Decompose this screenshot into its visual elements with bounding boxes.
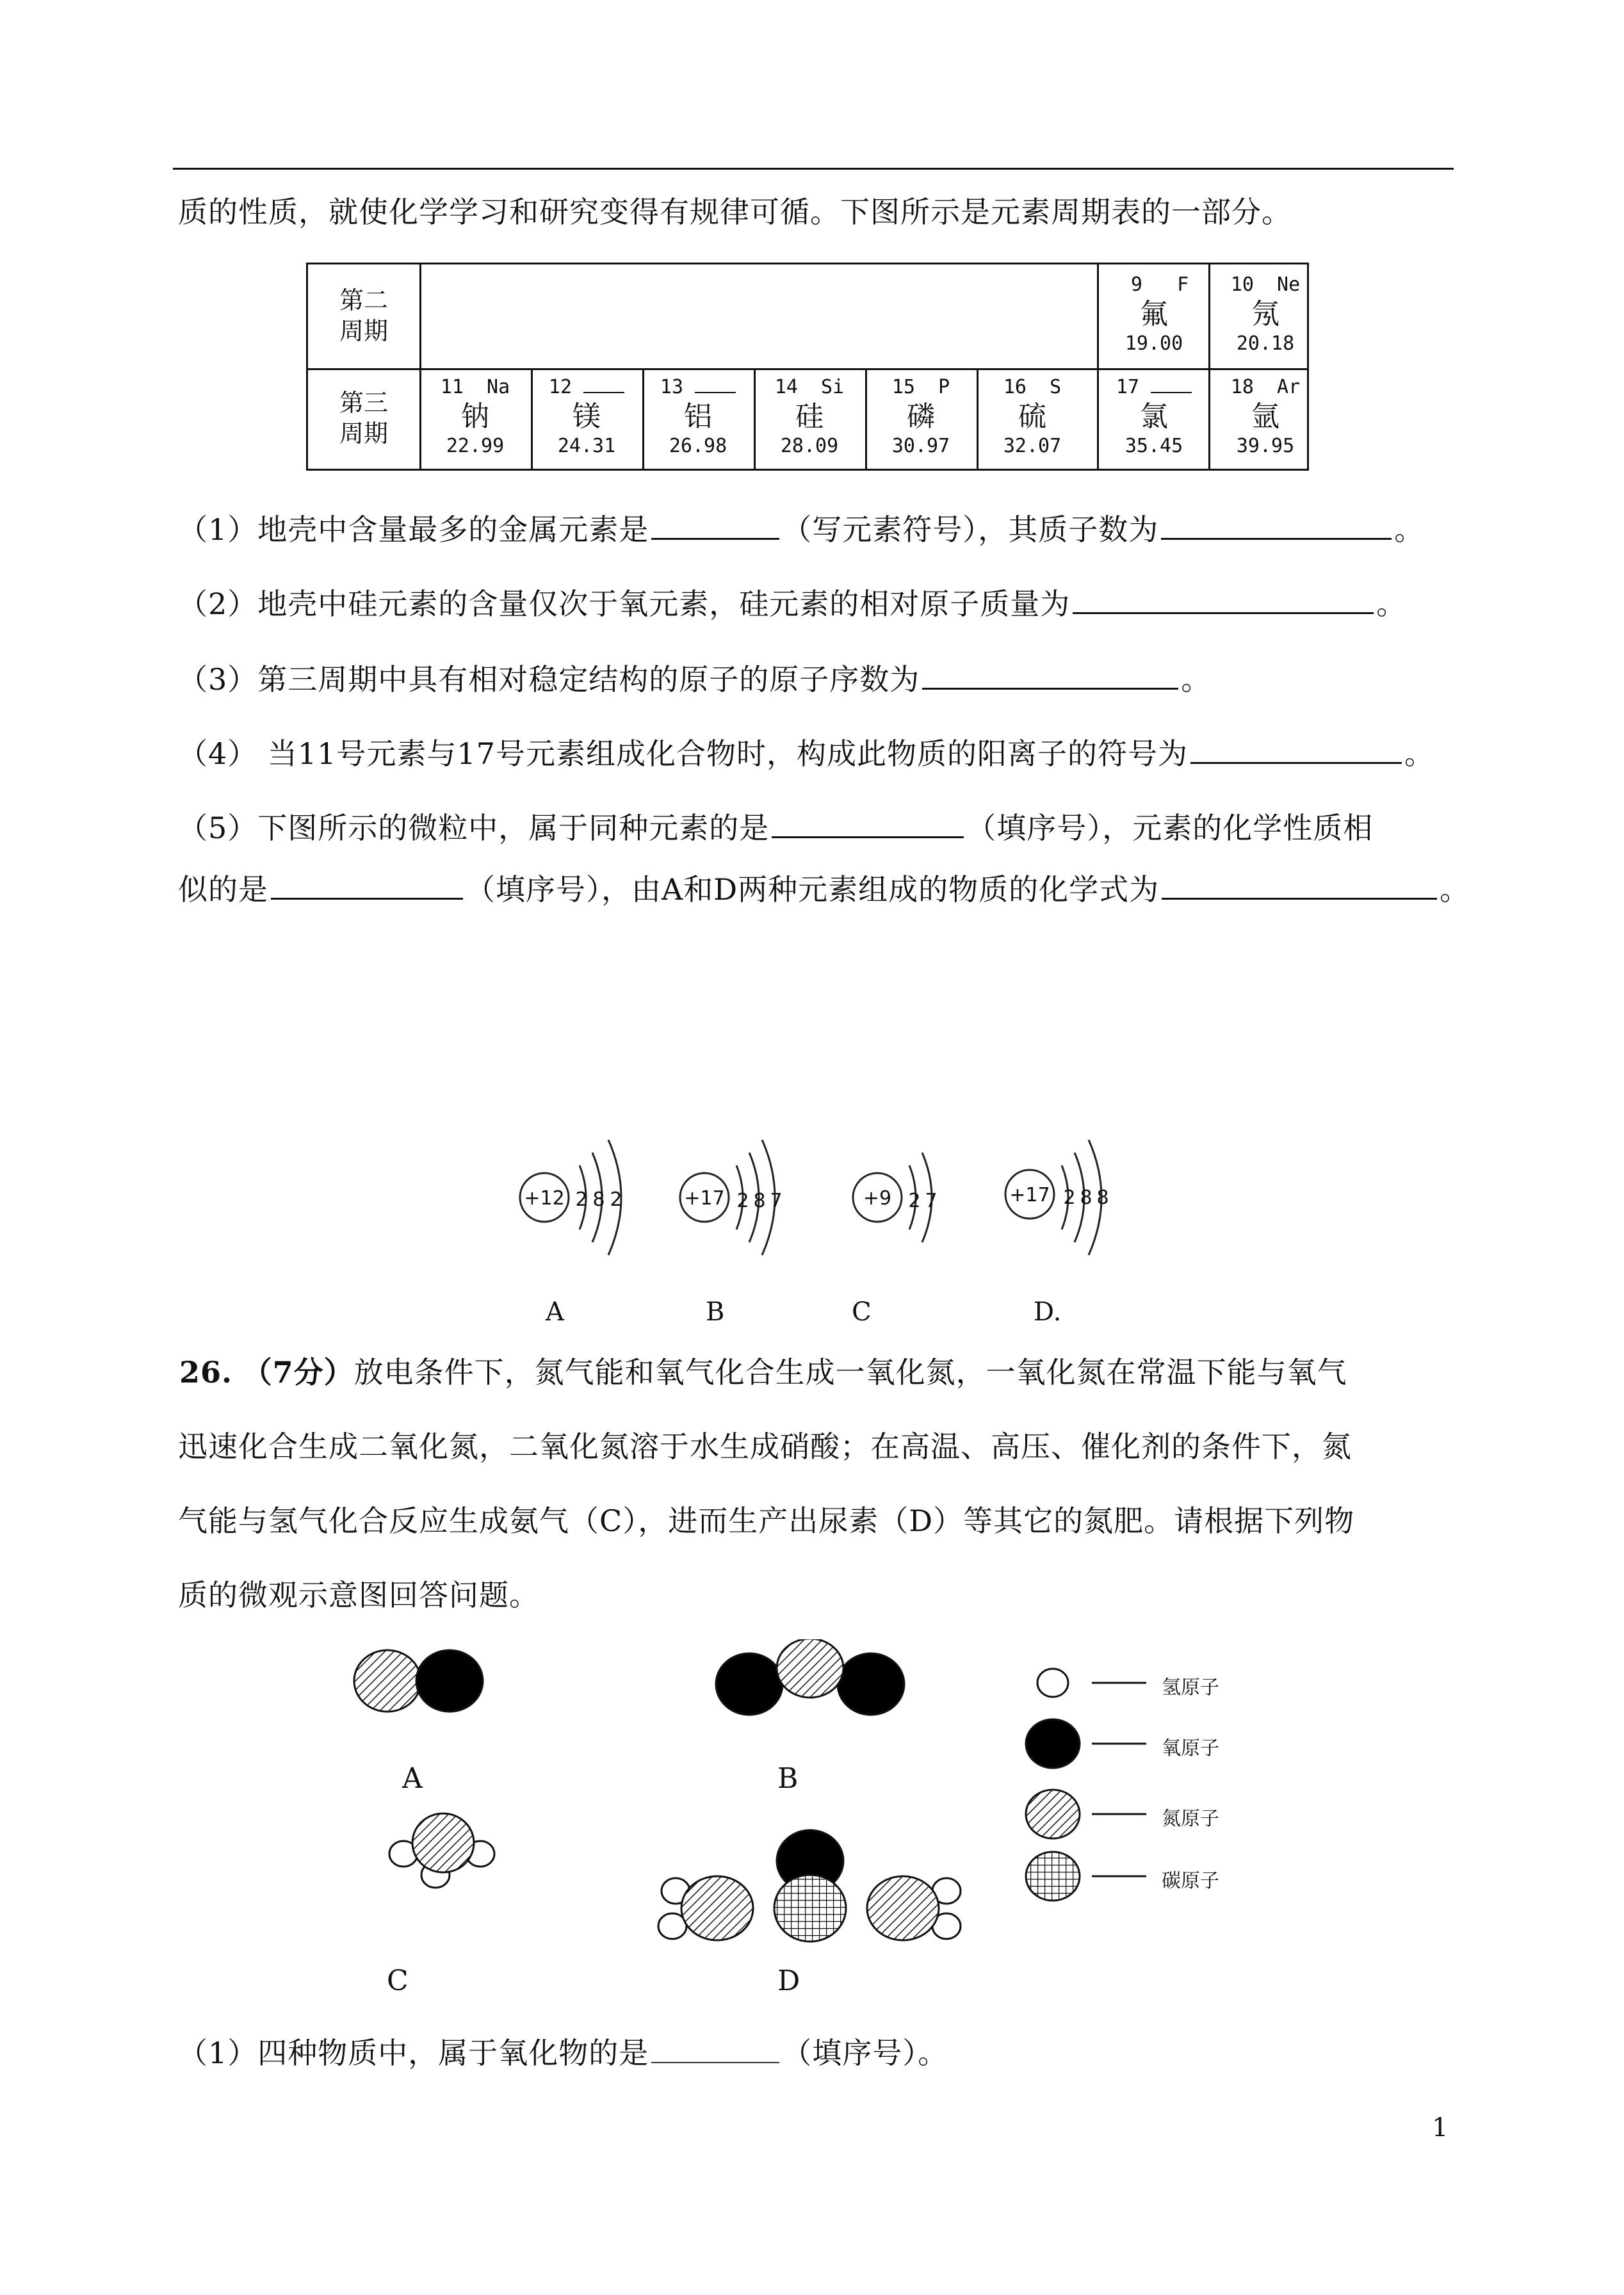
intro-text: 质的性质，就使化学学习和研究变得有规律可循。下图所示是元素周期表的一部分。 <box>178 195 1292 229</box>
hydrogen-atom-icon <box>1037 1669 1068 1697</box>
answer-blank[interactable] <box>1190 736 1402 764</box>
element-cell-si: 14 Si 硅 28.09 <box>774 376 845 457</box>
molecule-diagrams <box>333 1639 1294 1947</box>
shell-electrons: 8 <box>1096 1187 1109 1209</box>
question-3: （3）第三周期中具有相对稳定结构的原子的原子序数为 。 <box>178 662 1212 697</box>
question-5-line-2: 似的是 （填序号），由A和D两种元素组成的物质的化学式为 。 <box>178 872 1470 907</box>
question-26-line-2: 迅速化合生成二氧化氮，二氧化氮溶于水生成硝酸；在高温、高压、催化剂的条件下，氮 <box>178 1429 1352 1464</box>
period-2-label: 第二 周期 <box>339 286 388 345</box>
shell-electrons: 2 <box>575 1188 588 1211</box>
question-26-1: （1）四种物质中，属于氧化物的是 （填序号）。 <box>178 2036 948 2070</box>
shell-electrons: 2 <box>1063 1187 1076 1209</box>
answer-blank[interactable] <box>772 811 964 838</box>
answer-blank[interactable] <box>922 662 1178 690</box>
atom-structure-diagrams <box>487 1140 1178 1293</box>
shell-electrons: 7 <box>925 1190 938 1212</box>
answer-blank[interactable] <box>651 2036 779 2063</box>
element-cell-mg: 12 镁 24.31 <box>532 375 641 459</box>
shell-electrons: 8 <box>592 1188 605 1211</box>
oxygen-atom-icon <box>1026 1719 1080 1768</box>
element-cell-cl: 17 氯 35.45 <box>1100 375 1208 459</box>
symbol-blank[interactable] <box>695 375 736 393</box>
nucleus-charge: +17 <box>1009 1184 1050 1206</box>
molecule-d <box>658 1830 961 1942</box>
molecule-label-d: D <box>777 1965 800 1997</box>
nucleus-charge: +9 <box>863 1187 892 1210</box>
question-26-line-1: 26. （7分）放电条件下，氮气能和氧气化合生成一氧化氮，一氧化氮在常温下能与氧气 <box>179 1355 1347 1390</box>
periodic-table <box>306 263 1309 471</box>
shell-electrons: 8 <box>753 1190 766 1212</box>
element-cell-na: 11 Na 钠 22.99 <box>440 376 510 457</box>
shell-electrons: 2 <box>908 1190 921 1212</box>
atom-label-d: D. <box>1034 1297 1062 1327</box>
header-rule <box>173 168 1454 170</box>
question-1: （1）地壳中含量最多的金属元素是 （写元素符号），其质子数为 。 <box>178 512 1425 547</box>
symbol-blank[interactable] <box>583 375 624 393</box>
molecule-label-b: B <box>777 1762 799 1795</box>
answer-blank[interactable] <box>1162 872 1437 900</box>
shell-electrons: 7 <box>770 1190 783 1212</box>
molecule-c <box>389 1813 494 1888</box>
element-cell-ar: 18 Ar 氩 39.95 <box>1230 376 1301 457</box>
atom-label-b: B <box>706 1297 725 1327</box>
shell-electrons: 2 <box>736 1190 749 1212</box>
element-cell-s: 16 S 硫 32.07 <box>1003 376 1062 457</box>
molecule-label-a: A <box>402 1762 423 1795</box>
legend-carbon: 碳原子 <box>1162 1870 1219 1892</box>
symbol-blank[interactable] <box>1151 375 1192 393</box>
molecule-label-c: C <box>387 1965 409 1997</box>
element-cell-f: 9 F 氟 19.00 <box>1119 273 1189 355</box>
shell-electrons: 2 <box>610 1188 622 1211</box>
nitrogen-atom-icon <box>1026 1790 1080 1838</box>
question-2: （2）地壳中硅元素的含量仅次于氧元素，硅元素的相对原子质量为 。 <box>178 587 1407 621</box>
question-26-line-4: 质的微观示意图回答问题。 <box>178 1578 539 1612</box>
question-4: （4） 当11号元素与17号元素组成化合物时，构成此物质的阳离子的符号为 。 <box>178 736 1434 771</box>
answer-blank[interactable] <box>1161 512 1392 540</box>
element-cell-al: 13 铝 26.98 <box>644 375 752 459</box>
atom-label-c: C <box>852 1297 872 1327</box>
carbon-atom-icon <box>1026 1852 1080 1901</box>
atom-label-a: A <box>546 1297 564 1327</box>
page-number: 1 <box>1432 2113 1449 2143</box>
question-5-line-1: （5）下图所示的微粒中，属于同种元素的是 （填序号），元素的化学性质相 <box>178 811 1374 845</box>
legend-hydrogen: 氢原子 <box>1162 1676 1219 1699</box>
legend-oxygen: 氧原子 <box>1162 1737 1219 1760</box>
shell-electrons: 8 <box>1080 1187 1092 1209</box>
answer-blank[interactable] <box>651 512 779 540</box>
nucleus-charge: +17 <box>684 1187 725 1210</box>
period-3-label: 第三 周期 <box>339 389 388 448</box>
element-cell-ne: 10 Ne 氖 20.18 <box>1230 273 1301 355</box>
molecule-a <box>354 1650 483 1712</box>
nucleus-charge: +12 <box>524 1187 565 1210</box>
question-26-line-3: 气能与氢气化合反应生成氨气（C），进而生产出尿素（D）等其它的氮肥。请根据下列物 <box>178 1504 1355 1538</box>
answer-blank[interactable] <box>271 872 463 900</box>
element-cell-p: 15 P 磷 30.97 <box>891 376 950 457</box>
legend-nitrogen: 氮原子 <box>1162 1808 1219 1830</box>
molecule-b <box>716 1639 904 1715</box>
answer-blank[interactable] <box>1073 587 1374 614</box>
